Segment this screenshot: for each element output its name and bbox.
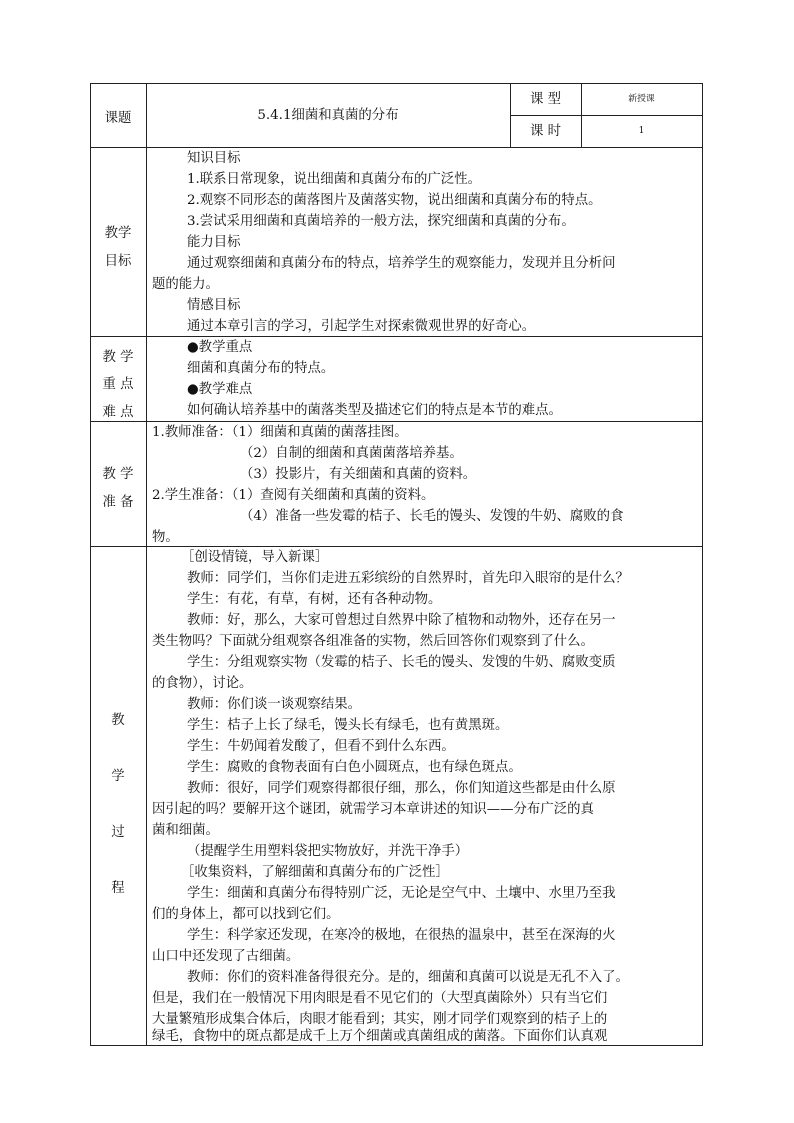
- goals-line: 2.观察不同形态的菌落图片及菌落实物，说出细菌和真菌分布的特点。: [187, 193, 602, 208]
- process-line: 学生：细菌和真菌分布得特别广泛，无论是空气中、土壤中、水里乃至我: [187, 886, 616, 901]
- process-line: 学生：牛奶闻着发酸了，但看不到什么东西。: [187, 739, 455, 754]
- table-border: [90, 147, 703, 148]
- process-line: 类生物吗？下面就分组观察各组准备的实物，然后回答你们观察到了什么。: [152, 634, 594, 649]
- keypoints-line: 细菌和真菌分布的特点。: [187, 361, 335, 376]
- prep-line: 2.学生准备：（1）查阅有关细菌和真菌的资料。: [152, 488, 435, 503]
- prep-line: 1.教师准备：（1）细菌和真菌的菌落挂图。: [152, 425, 408, 440]
- process-line: 但是，我们在一般情况下用肉眼是看不见它们的（大型真菌除外）只有当它们: [152, 991, 608, 1006]
- topic-title: 5.4.1细菌和真菌的分布: [257, 108, 399, 123]
- goals-label-2: 目标: [104, 254, 132, 269]
- process-line: 学生：有花，有草，有树，还有各种动物。: [187, 592, 442, 607]
- table-border: [90, 546, 703, 547]
- process-line: （提醒学生用塑料袋把实物放好，并洗干净手）: [187, 844, 469, 859]
- table-border: [146, 83, 147, 1046]
- process-label-3: 过: [111, 825, 125, 840]
- type-label: 课 型: [529, 92, 562, 107]
- prep-line: 物。: [152, 530, 179, 545]
- table-border: [90, 83, 703, 84]
- process-line: 山口中还发现了古细菌。: [152, 949, 300, 964]
- goals-line: 3.尝试采用细菌和真菌培养的一般方法，探究细菌和真菌的分布。: [187, 214, 575, 229]
- process-line: 教师：好，那么，大家可曾想过自然界中除了植物和动物外，还存在另一: [187, 613, 616, 628]
- process-line: 的食物），讨论。: [152, 676, 253, 691]
- keypoints-label-2: 重 点: [102, 377, 134, 392]
- process-line: 教师：你们的资料准备得很充分。是的，细菌和真菌可以说是无孔不入了。: [187, 970, 629, 985]
- prep-line: （3）投影片，有关细菌和真菌的资料。: [240, 467, 477, 482]
- type-value: 新授课: [628, 94, 655, 104]
- process-label-1: 教: [111, 713, 125, 728]
- table-border: [510, 115, 703, 116]
- goals-line: 能力目标: [187, 235, 241, 250]
- goals-line: 1.联系日常现象，说出细菌和真菌分布的广泛性。: [187, 172, 481, 187]
- prep-label-2: 准 备: [102, 495, 134, 510]
- keypoints-line: ●教学重点: [187, 340, 253, 355]
- process-label-2: 学: [111, 769, 125, 784]
- goals-label-1: 教学: [104, 226, 132, 241]
- process-line: 教师：同学们，当你们走进五彩缤纷的自然界时，首先印入眼帘的是什么？: [187, 571, 629, 586]
- process-line: 学生：腐败的食物表面有白色小圆斑点，也有绿色斑点。: [187, 760, 522, 775]
- process-line: 大量繁殖形成集合体后，肉眼才能看到；其实，刚才同学们观察到的桔子上的: [152, 1012, 608, 1027]
- hours-value: 1: [638, 126, 645, 136]
- table-border: [90, 336, 703, 337]
- keypoints-line: ●教学难点: [187, 382, 253, 397]
- process-line: 们的身体上，都可以找到它们。: [152, 907, 340, 922]
- process-label-4: 程: [111, 881, 125, 896]
- prep-line: （2）自制的细菌和真菌菌落培养基。: [240, 446, 463, 461]
- goals-line: 通过本章引言的学习，引起学生对探索微观世界的好奇心。: [187, 319, 536, 334]
- process-line: 教师：你们谈一谈观察结果。: [187, 697, 362, 712]
- keypoints-label-3: 难 点: [102, 405, 134, 420]
- process-line: 学生：桔子上长了绿毛，馒头长有绿毛，也有黄黑斑。: [187, 718, 509, 733]
- hours-label: 课 时: [529, 124, 562, 139]
- keypoints-line: 如何确认培养基中的菌落类型及描述它们的特点是本节的难点。: [187, 403, 562, 418]
- topic-label: 课题: [104, 111, 132, 126]
- process-line: ［收集资料，了解细菌和真菌分布的广泛性］: [181, 865, 449, 880]
- process-line: 学生：分组观察实物（发霉的桔子、长毛的馒头、发馊的牛奶、腐败变质: [187, 655, 616, 670]
- table-border: [90, 421, 703, 422]
- goals-line: 知识目标: [187, 151, 241, 166]
- prep-label-1: 教 学: [102, 467, 134, 482]
- table-border: [702, 83, 703, 1046]
- keypoints-label-1: 教 学: [102, 350, 134, 365]
- process-line: 教师：很好，同学们观察得都很仔细，那么，你们知道这些都是由什么原: [187, 781, 616, 796]
- process-line: 菌和细菌。: [152, 823, 219, 838]
- goals-line: 通过观察细菌和真菌分布的特点，培养学生的观察能力，发现并且分析问: [187, 256, 616, 271]
- process-line: 学生：科学家还发现，在寒冷的极地，在很热的温泉中，甚至在深海的火: [187, 928, 616, 943]
- table-border: [90, 1045, 703, 1046]
- process-line: 因引起的吗？要解开这个谜团，就需学习本章讲述的知识——分布广泛的真: [152, 802, 594, 817]
- process-line: ［创设情镜，导入新课］: [181, 550, 329, 565]
- process-line: 绿毛，食物中的斑点都是成千上万个细菌或真菌组成的菌落。下面你们认真观: [152, 1029, 608, 1044]
- goals-line: 题的能力。: [152, 277, 219, 292]
- prep-line: （4）准备一些发霉的桔子、长毛的馒头、发馊的牛奶、腐败的食: [240, 509, 624, 524]
- goals-line: 情感目标: [187, 298, 241, 313]
